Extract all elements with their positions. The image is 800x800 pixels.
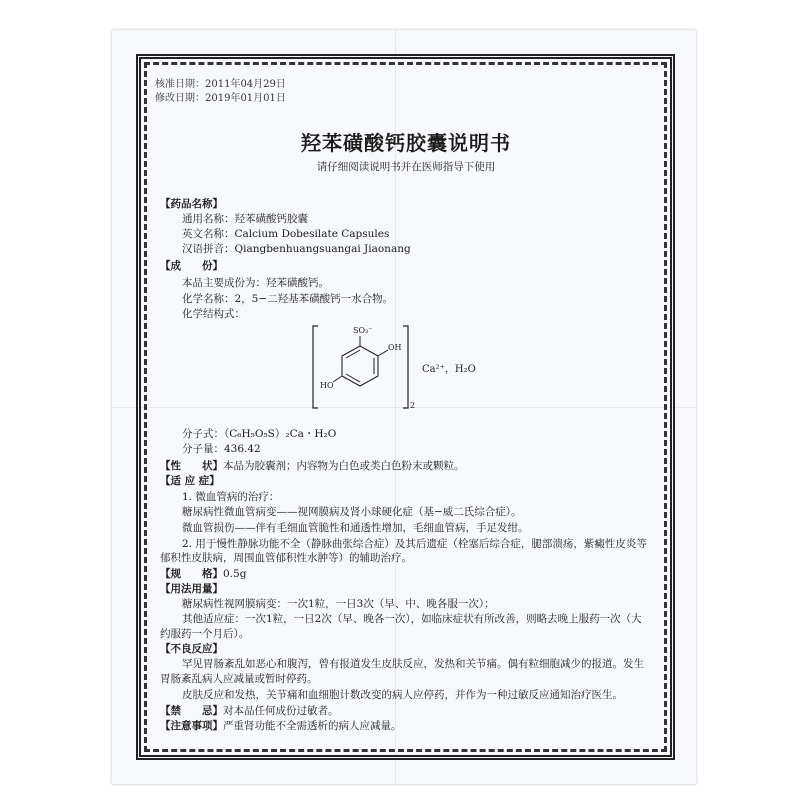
- pinyin-name: 汉语拼音：Qiangbenhuangsuangai Jiaonang: [182, 243, 411, 255]
- indication-item-2: 2. 用于慢性静脉功能不全（静脉曲张综合症）及其后遗症（栓塞后综合症，腿部溃疡，紫癜性皮炎等郁积性皮肤病，周围血管郁积性水肿等）的辅助治疗。: [160, 538, 647, 564]
- precautions-text: 严重肾功能不全需透析的病人应减量。: [223, 720, 402, 732]
- hydroxyl-top-label: OH: [388, 343, 402, 352]
- contraindications-section: [160, 704, 339, 718]
- generic-name: 通用名称：羟苯磺酸钙胶囊: [182, 213, 308, 225]
- approval-date: 核准日期：2011年04月29日: [155, 79, 286, 90]
- indication-item-1b: 微血管损伤——伴有毛细血管脆性和通透性增加，毛细血管病，手足发绀。: [182, 522, 529, 534]
- description-section: [160, 459, 465, 473]
- section-heading-specification: 【规 格】: [160, 568, 223, 580]
- dates-block: [155, 78, 286, 106]
- indication-item-1a: 糖尿病性微血管病变——视网膜病及肾小球硬化症（基−威二氏综合症）。: [182, 506, 522, 518]
- counterion-label: Ca²⁺，H₂O: [422, 364, 476, 375]
- revision-date: 修改日期：2019年01月01日: [155, 93, 286, 104]
- section-heading-precautions: 【注意事项】: [160, 720, 223, 732]
- bracket-subscript: 2: [410, 401, 416, 410]
- sulfonate-group-label: SO₃⁻: [353, 326, 373, 335]
- hydroxyl-left-label: HO: [320, 381, 334, 390]
- precautions-section: [160, 719, 402, 733]
- adverse-paragraph-1: 罕见胃肠紊乱如恶心和腹泻，曾有报道发生皮肤反应，发热和关节痛。偶有粒细胞减少的报道。发生胃肠紊乱病人应减量或暂时停药。: [160, 658, 644, 685]
- section-heading-contraindications: 【禁 忌】: [160, 705, 223, 717]
- section-heading-adverse: 【不良反应】: [160, 643, 223, 655]
- dosage-line-2: 其他适应症：一次1粒，一日2次（早、晚各一次），如临床症状有所改善，则略去晚上服药一次（大约服药一个月后）。: [160, 613, 642, 640]
- section-heading-drug-name: 【药品名称】: [160, 198, 223, 210]
- document-title: 羟苯磺酸钙胶囊说明书: [301, 131, 511, 155]
- chemical-structure-diagram: [300, 318, 500, 418]
- document-subtitle: 请仔细阅读说明书并在医师指导下使用: [316, 161, 496, 173]
- dosage-line-1: 糖尿病性视网膜病变：一次1粒，一日3次（早、中、晚各服一次）；: [182, 598, 495, 610]
- specification-section: [160, 567, 246, 581]
- structure-label: 化学结构式：: [182, 308, 245, 320]
- english-name: 英文名称：Calcium Dobesilate Capsules: [182, 228, 390, 240]
- section-heading-dosage: 【用法用量】: [160, 583, 223, 595]
- chemical-name: 化学名称：2，5−二羟基苯磺酸钙一水合物。: [182, 293, 394, 305]
- adverse-paragraph-2: 皮肤反应和发热，关节痛和血细胞计数改变的病人应停药，并作为一种过敏反应通知治疗医生。: [182, 689, 623, 701]
- description-text: 本品为胶囊剂；内容物为白色或类白色粉末或颗粒。: [223, 460, 465, 472]
- section-heading-description: 【性 状】: [160, 460, 223, 472]
- section-heading-indications: 【适 应 症】: [160, 475, 220, 487]
- contraindications-text: 对本品任何成份过敏者。: [223, 705, 339, 717]
- molecular-formula: 分子式：（C₆H₅O₅S）₂Ca・H₂O: [182, 428, 337, 440]
- section-heading-composition: 【成 份】: [160, 260, 223, 272]
- molecular-weight: 分子量：436.42: [182, 443, 261, 455]
- specification-text: 0.5g: [223, 568, 247, 580]
- indication-item-1: 1. 微血管病的治疗：: [182, 491, 280, 503]
- main-ingredient: 本品主要成份为：羟苯磺酸钙。: [182, 277, 329, 289]
